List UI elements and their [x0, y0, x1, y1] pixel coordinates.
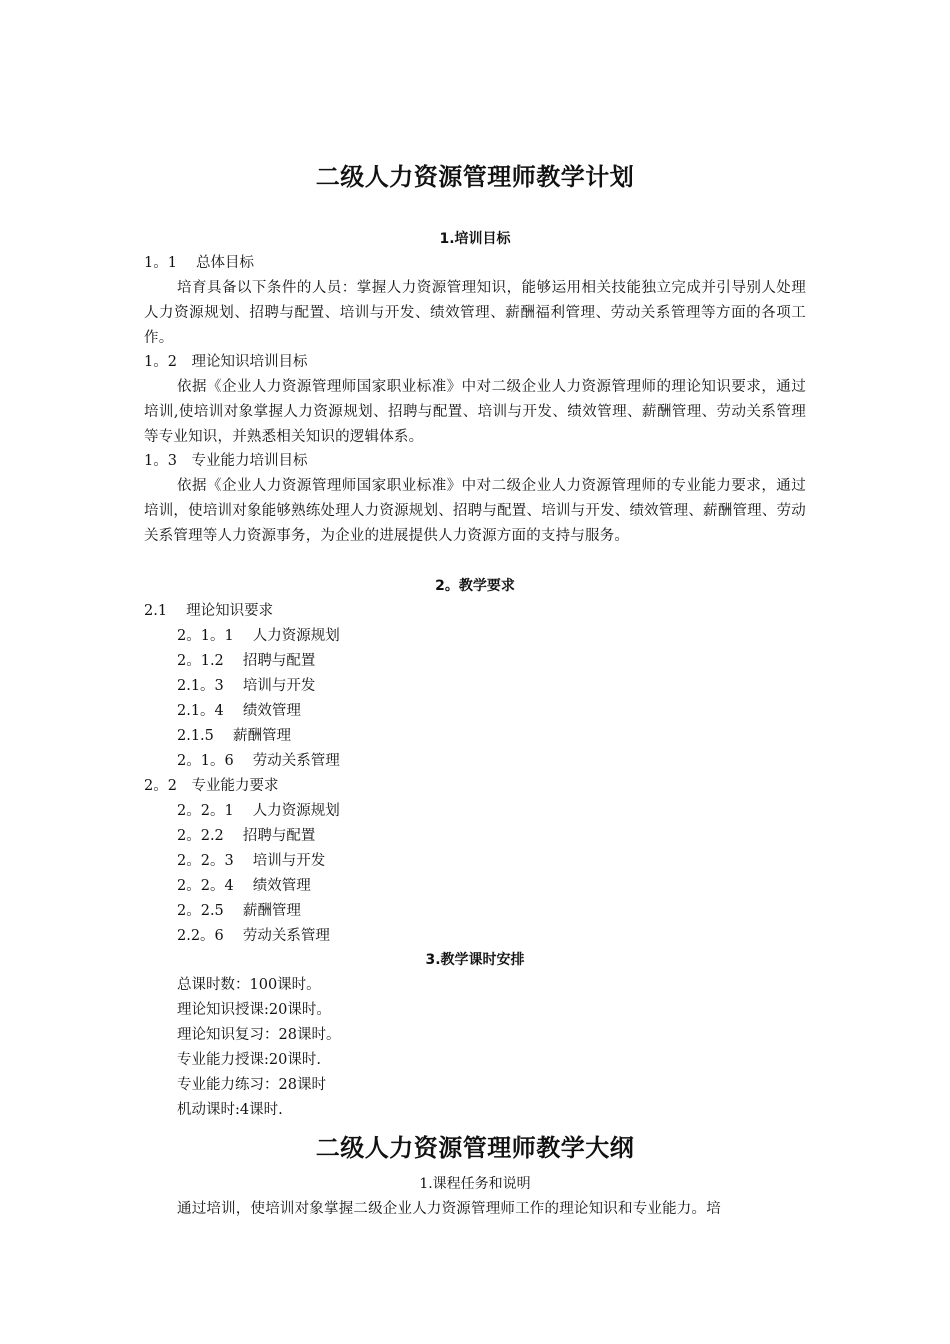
- sub-1-2-text: 依据《企业人力资源管理师国家职业标准》中对二级企业人力资源管理师的理论知识要求，通过培训,使培训对象掌握人力资源规划、招聘与配置、培训与开发、绩效管理、薪酬管理、劳动关系管理等专业知识，并熟悉相关知识的逻辑体系。: [144, 379, 806, 445]
- hours-item: 总课时数：100课时。: [177, 977, 321, 993]
- theory-item: 2.1。4 绩效管理: [177, 703, 301, 719]
- theory-requirements-label: 2.1 理论知识要求: [144, 603, 274, 619]
- skill-requirements-label: 2。2 专业能力要求: [144, 778, 279, 794]
- sub-1-2-label: 1。2 理论知识培训目标: [144, 354, 308, 370]
- hours-item: 机动课时:4课时.: [177, 1102, 283, 1118]
- skill-item: 2。2.2 招聘与配置: [177, 828, 316, 844]
- hours-item: 专业能力授课:20课时.: [177, 1052, 321, 1068]
- skill-item: 2。2。4 绩效管理: [177, 878, 311, 894]
- outline-title: 二级人力资源管理师教学大纲: [315, 1134, 635, 1162]
- skill-item: 2。2。1 人力资源规划: [177, 803, 340, 819]
- theory-item: 2.1。3 培训与开发: [177, 678, 316, 694]
- plan-title: 二级人力资源管理师教学计划: [315, 163, 635, 191]
- theory-item: 2.1.5 薪酬管理: [177, 728, 292, 744]
- theory-item: 2。1。1 人力资源规划: [177, 628, 340, 644]
- skill-item: 2.2。6 劳动关系管理: [177, 928, 330, 944]
- section-2-heading: 2。教学要求: [435, 578, 515, 594]
- section-1-heading: 1.培训目标: [439, 231, 511, 247]
- theory-item: 2。1.2 招聘与配置: [177, 653, 316, 669]
- hours-item: 理论知识授课:20课时。: [177, 1002, 331, 1018]
- skill-item: 2。2.5 薪酬管理: [177, 903, 301, 919]
- outline-section-1-heading: 1.课程任务和说明: [419, 1176, 531, 1192]
- theory-item: 2。1。6 劳动关系管理: [177, 753, 340, 769]
- hours-item: 专业能力练习：28课时: [177, 1077, 326, 1093]
- sub-1-3-label: 1。3 专业能力培训目标: [144, 453, 308, 469]
- sub-1-3-text: 依据《企业人力资源管理师国家职业标准》中对二级企业人力资源管理师的专业能力要求，通过培训，使培训对象能够熟练处理人力资源规划、招聘与配置、培训与开发、绩效管理、薪酬管理、劳动关系管理等人力资源事务，为企业的进展提供人力资源方面的支持与服务。: [144, 478, 806, 544]
- skill-item: 2。2。3 培训与开发: [177, 853, 326, 869]
- section-3-heading: 3.教学课时安排: [425, 952, 525, 968]
- outline-section-1-text: 通过培训，使培训对象掌握二级企业人力资源管理师工作的理论知识和专业能力。培: [177, 1201, 721, 1217]
- sub-1-1-label: 1。1 总体目标: [144, 255, 255, 271]
- sub-1-1-text: 培育具备以下条件的人员：掌握人力资源管理知识，能够运用相关技能独立完成并引导别人处理人力资源规划、招聘与配置、培训与开发、绩效管理、薪酬福利管理、劳动关系管理等方面的各项工作。: [144, 280, 806, 346]
- hours-item: 理论知识复习：28课时。: [177, 1027, 341, 1043]
